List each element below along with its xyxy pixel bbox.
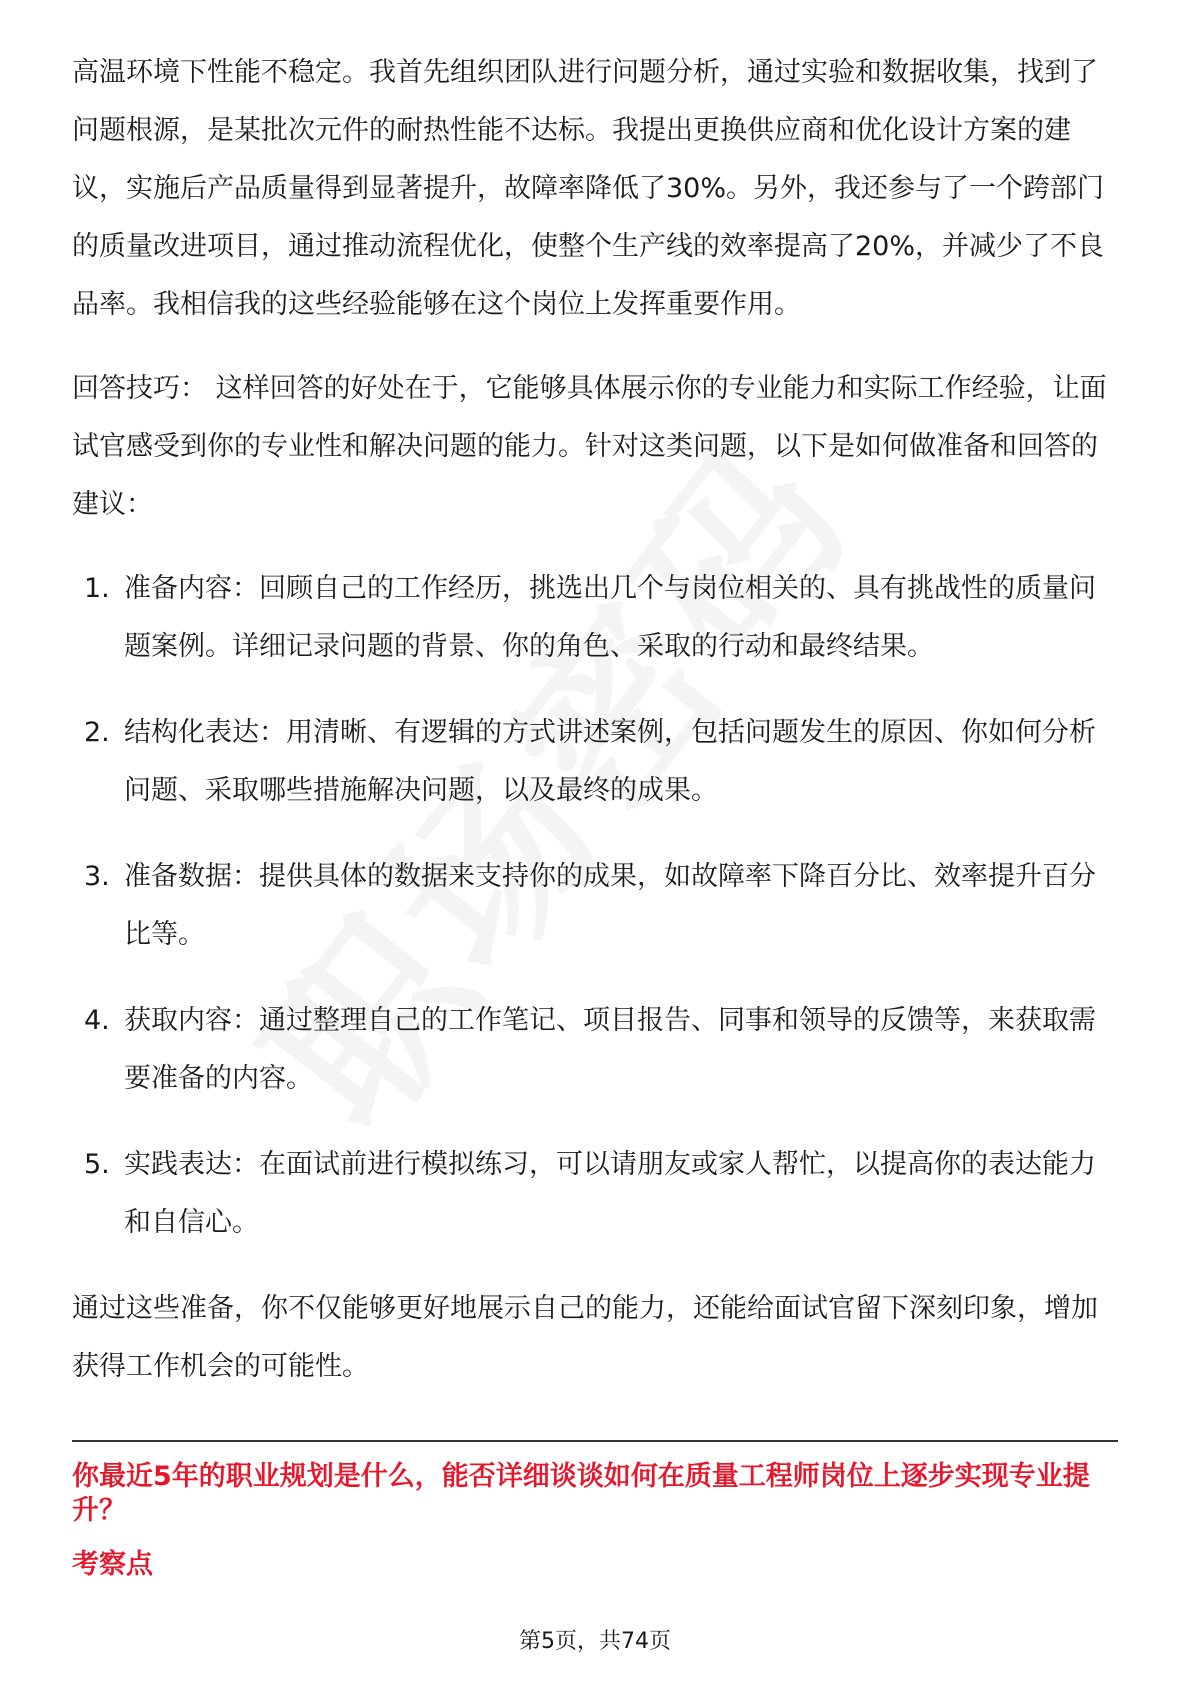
list-item-text: 结构化表达：用清晰、有逻辑的方式讲述案例，包括问题发生的原因、你如何分析问题、采取哪些措施解决问题，以及最终的成果。 — [124, 717, 1096, 806]
document-body — [72, 44, 1118, 1582]
list-item — [72, 704, 1118, 820]
list-item-text: 准备内容：回顾自己的工作经历，挑选出几个与岗位相关的、具有挑战性的质量问题案例。详细记录问题的背景、你的角色、采取的行动和最终结果。 — [124, 573, 1096, 662]
list-item — [72, 992, 1118, 1108]
conclusion-paragraph: 通过这些准备，你不仅能够更好地展示自己的能力，还能给面试官留下深刻印象，增加获得工作机会的可能性。 — [72, 1293, 1098, 1382]
next-question-heading: 你最近5年的职业规划是什么，能否详细谈谈如何在质量工程师岗位上逐步实现专业提升？ — [72, 1461, 1090, 1526]
list-item-number: 1. — [84, 573, 110, 604]
tips-list — [72, 560, 1118, 1252]
section-heading: 考察点 — [72, 1549, 153, 1580]
list-item-number: 5. — [84, 1149, 110, 1180]
page-footer: 第5页，共74页 — [519, 1629, 671, 1654]
list-item-number: 3. — [84, 861, 110, 892]
list-item-text: 实践表达：在面试前进行模拟练习，可以请朋友或家人帮忙，以提高你的表达能力和自信心。 — [124, 1149, 1096, 1238]
tips-intro-paragraph: 回答技巧： 这样回答的好处在于，它能够具体展示你的专业能力和实际工作经验，让面试官感受到你的专业性和解决问题的能力。针对这类问题，以下是如何做准备和回答的建议： — [72, 373, 1107, 520]
list-item-number: 2. — [84, 717, 110, 748]
list-item — [72, 1136, 1118, 1252]
list-item — [72, 848, 1118, 964]
list-item-number: 4. — [84, 1005, 110, 1036]
answer-paragraph: 高温环境下性能不稳定。我首先组织团队进行问题分析，通过实验和数据收集，找到了问题根源，是某批次元件的耐热性能不达标。我提出更换供应商和优化设计方案的建议，实施后产品质量得到显著提升，故障率降低了30%。另外，我还参与了一个跨部门的质量改进项目，通过推动流程优化，使整个生产线的效率提高了20%，并减少了不良品率。我相信我的这些经验能够在这个岗位上发挥重要作用。 — [72, 57, 1105, 320]
list-item-text: 获取内容：通过整理自己的工作笔记、项目报告、同事和领导的反馈等，来获取需要准备的内容。 — [124, 1005, 1096, 1094]
section-divider — [72, 1440, 1118, 1442]
list-item — [72, 560, 1118, 676]
list-item-text: 准备数据：提供具体的数据来支持你的成果，如故障率下降百分比、效率提升百分比等。 — [124, 861, 1096, 950]
